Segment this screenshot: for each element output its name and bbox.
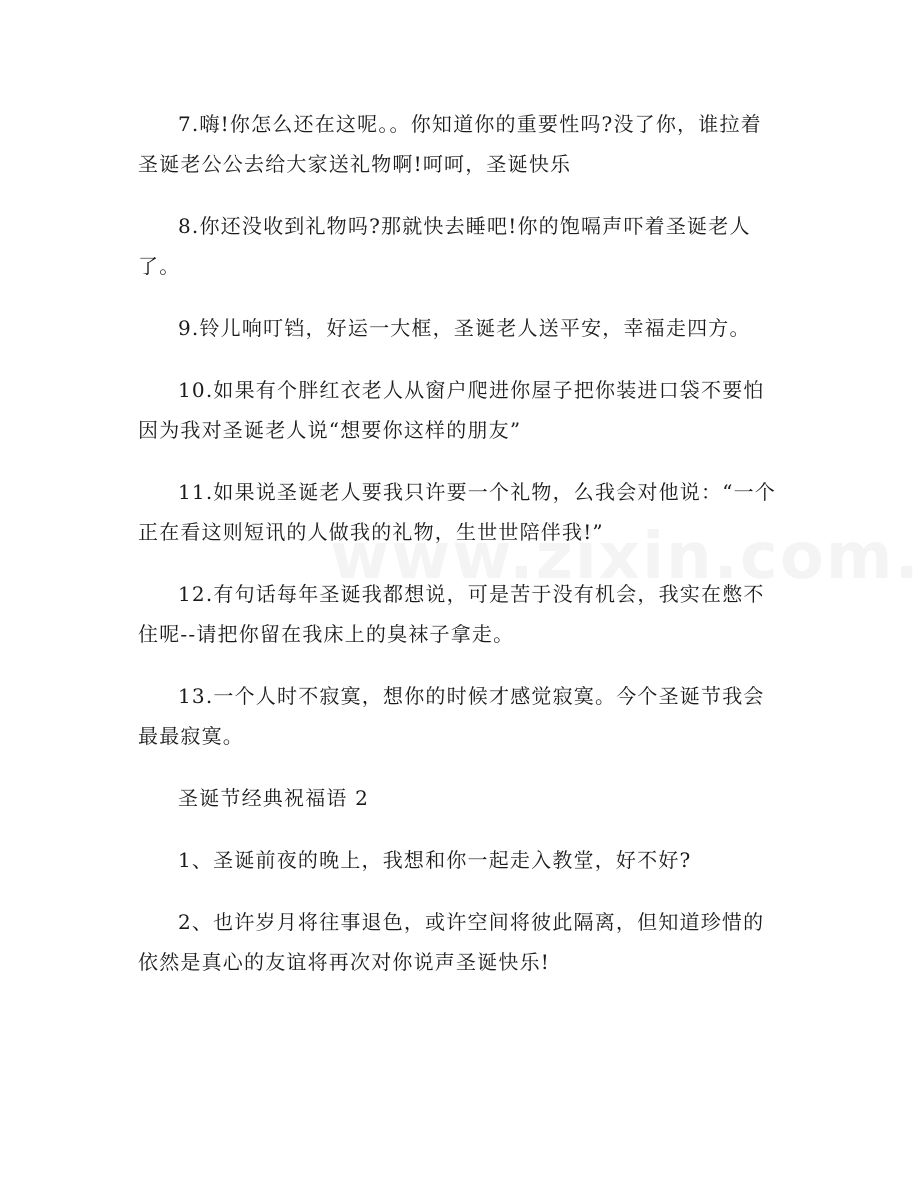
paragraph-10: 10.如果有个胖红衣老人从窗户爬进你屋子把你装进口袋不要怕因为我对圣诞老人说“想要你这样的朋友”	[138, 378, 765, 442]
paragraph-11: 11.如果说圣诞老人要我只许要一个礼物，么我会对他说：“一个正在看这则短讯的人做我的礼物，生世世陪伴我!”	[138, 480, 777, 544]
paragraph-9: 9.铃儿响叮铛，好运一大框，圣诞老人送平安，幸福走四方。	[178, 316, 751, 340]
section-heading: 圣诞节经典祝福语 2	[178, 786, 370, 810]
paragraph-8: 8.你还没收到礼物吗?那就快去睡吧!你的饱嗝声吓着圣诞老人了。	[138, 214, 751, 278]
paragraph-13: 13.一个人时不寂寞，想你的时候才感觉寂寞。今个圣诞节我会最最寂寞。	[138, 684, 765, 748]
watermark	[330, 520, 920, 594]
paragraph-12: 12.有句话每年圣诞我都想说，可是苦于没有机会，我实在憋不住呢--请把你留在我床上的臭袜子拿走。	[138, 582, 765, 646]
paragraph-7: 7.嗨!你怎么还在这呢。。你知道你的重要性吗?没了你，谁拉着圣诞老公公去给大家送礼物啊!呵呵，圣诞快乐	[138, 112, 762, 176]
paragraph-s2-1: 1、圣诞前夜的晚上，我想和你一起走入教堂，好不好?	[178, 848, 692, 872]
paragraph-s2-2: 2、也许岁月将往事退色，或许空间将彼此隔离，但知道珍惜的依然是真心的友谊将再次对你说声圣诞快乐!	[138, 910, 765, 974]
